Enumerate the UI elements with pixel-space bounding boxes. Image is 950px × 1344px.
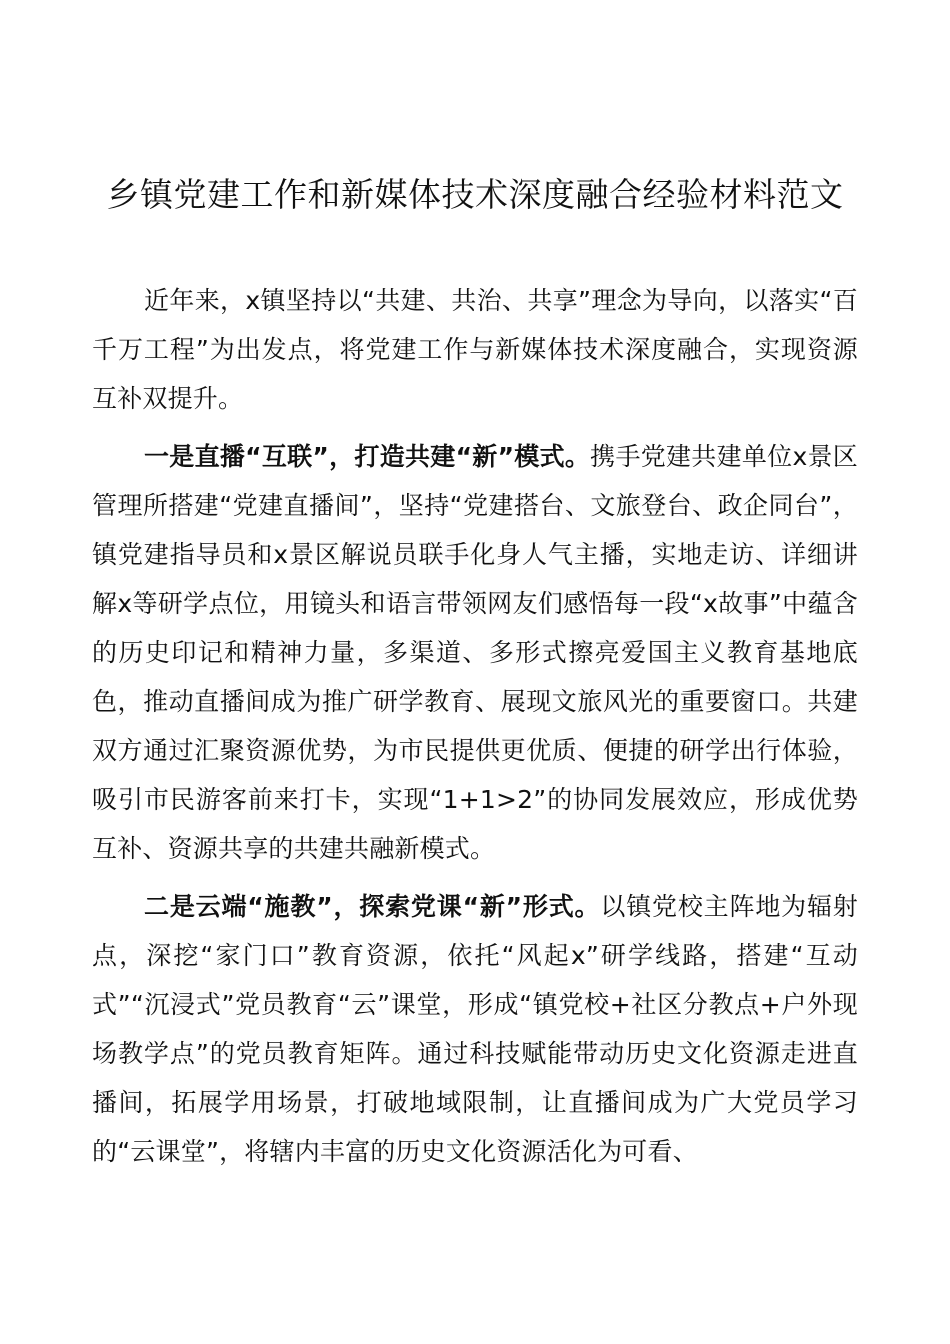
paragraph-text: 以镇党校主阵地为辐射点，深挖“家门口”教育资源，依托“风起x”研学线路，搭建“互动式”“沉浸式”党员教育“云”课堂，形成“镇党校+社区分教点+户外现场教学点”的党员教育矩阵。通过科技赋能带动历史文化资源走进直播间，拓展学用场景，打破地域限制，让直播间成为广大党员学习的“云课堂”，将辖内丰富的历史文化资源活化为可看、	[92, 892, 858, 1166]
paragraph-cloud-teaching	[92, 882, 858, 1176]
paragraph-lead: 一是直播“互联”，打造共建“新”模式。	[144, 442, 591, 471]
paragraph-livestream	[92, 432, 858, 873]
paragraph-text: 携手党建共建单位x景区管理所搭建“党建直播间”，坚持“党建搭台、文旅登台、政企同台”，镇党建指导员和x景区解说员联手化身人气主播，实地走访、详细讲解x等研学点位，用镜头和语言带领网友们感悟每一段“x故事”中蕴含的历史印记和精神力量，多渠道、多形式擦亮爱国主义教育基地底色，推动直播间成为推广研学教育、展现文旅风光的重要窗口。共建双方通过汇聚资源优势，为市民提供更优质、便捷的研学出行体验，吸引市民游客前来打卡，实现“1+1>2”的协同发展效应，形成优势互补、资源共享的共建共融新模式。	[92, 442, 859, 863]
document-body	[92, 276, 858, 1176]
document-title: 乡镇党建工作和新媒体技术深度融合经验材料范文	[106, 175, 844, 214]
paragraph-text: 近年来，x镇坚持以“共建、共治、共享”理念为导向，以落实“百千万工程”为出发点，将党建工作与新媒体技术深度融合，实现资源互补双提升。	[92, 286, 858, 413]
paragraph-intro	[92, 276, 858, 423]
paragraph-lead: 二是云端“施教”，探索党课“新”形式。	[144, 892, 601, 921]
